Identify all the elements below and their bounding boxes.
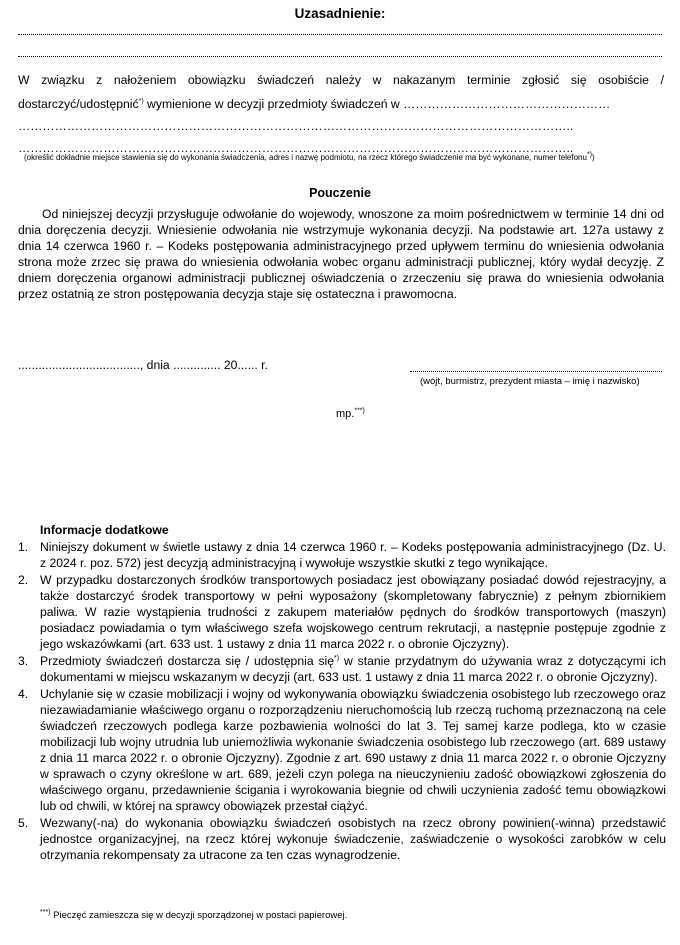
stamp-label: [336, 406, 365, 422]
list-item: [18, 653, 666, 685]
stamp-marker: ***): [354, 407, 365, 415]
signer-label: (wójt, burmistrz, prezydent miasta – imię i nazwisko): [420, 376, 640, 387]
stamp-text: mp.: [336, 408, 355, 420]
list-item-text: Niniejszy dokument w świetle ustawy z dnia 14 czerwca 1960 r. – Kodeks postępowania administracyjnego (Dz. U. z 2024 r. poz. 572) jest decyzją administracyjną i wywołuje wszystkie skutki z tego wynikające.: [40, 540, 666, 570]
list-item: [18, 572, 666, 652]
footnote: [40, 910, 347, 921]
note-marker: *): [586, 151, 593, 159]
list-item-number: 5.: [18, 816, 29, 830]
list-item-text: W przypadku dostarczonych środków transportowych posiadacz jest obowiązany posiadać dowód rejestracyjny, a także dostarczyć środek transportowy w pełni wyposażony (skompletowany fabrycznie) z pełnym zbiornikiem paliwa. W razie wystąpienia trudności z zakupem materiałów pędnych do środków transportowych (maszyn) posiadacz powiadamia o tym właściwego szefa wojskowego centrum rekrutacji, a następnie postępuje zgodnie z jego wskazówkami (art. 633 ust. 1 ustawy z dnia 11 marca 2022 r. o obronie Ojczyzny).: [40, 573, 666, 651]
footnote-marker: *): [334, 654, 340, 662]
uzasadnienie-line-2: [18, 96, 668, 112]
list-item-number: 4.: [18, 687, 29, 701]
signature-line: [410, 371, 662, 372]
list-item-text-rest: w stanie przydatnym do używania wraz z dotyczącymi ich dokumentami w miejscu wskazanym w decyzji (art. 633 ust. 1 ustawy z dnia 11 marca 2022 r. o obronie Ojczyzny).: [40, 654, 666, 684]
informacje-heading: Informacje dodatkowe: [40, 523, 169, 537]
uzasadnienie-heading: Uzasadnienie:: [294, 6, 386, 21]
footnote-marker: *): [138, 97, 144, 105]
list-item-text: Przedmioty świadczeń dostarcza się / udostępnia się: [40, 654, 335, 668]
uzasadnienie-line-1: W związku z nałożeniem obowiązku świadczeń należy w nakazanym terminie zgłosić się osobiście /: [18, 73, 664, 87]
uzasadnienie-note: [24, 153, 664, 162]
pouczenie-text: Od niniejszej decyzji przysługuje odwołanie do wojewody, wnoszone za moim pośrednictwem w terminie 14 dni od dnia doręczenia decyzji. Wniesienie odwołania nie wstrzymuje wykonania decyzji. Na podstawie art. 127a ustawy z dnia 14 czerwca 1960 r. – Kodeks postępowania administracyjnego przed upływem terminu do wniesienia odwołania strona może zrzec się prawa do wniesienia odwołania wobec organu administracji publicznej, który wydał decyzję. Z dniem doręczenia organowi administracji publicznej oświadczenia o zrzeczeniu się prawa do wniesienia odwołania przez ostatnią ze stron postępowania decyzja staje się ostateczna i prawomocna.: [18, 207, 664, 301]
blank-line-4: ………………………………………………………………………………………………………………………..: [18, 141, 574, 155]
footnote-text: Pieczęć zamieszcza się w decyzji sporządzonej w postaci papierowej.: [50, 910, 348, 921]
list-item-text: Wezwany(-na) do wykonania obowiązku świadczeń osobistych na rzecz obrony powinien(-winna) przedstawić jednostce organizacyjnej, na rzecz której wykonuje świadczenie, zaświadczenie o wysokości zarobków w celu otrzymania rekompensaty za utracone za ten czas wynagrodzenie.: [40, 816, 666, 862]
list-item: [18, 815, 666, 863]
blank-line-3: ………………………………………………………………………………………………………………………..: [18, 119, 574, 133]
blank-line-2: [18, 56, 662, 57]
date-line: ...................................., dnia .............. 20...... r.: [18, 358, 268, 372]
footnote-marker: ***): [40, 908, 51, 916]
pouczenie-heading: Pouczenie: [309, 186, 371, 200]
list-item-number: 3.: [18, 654, 29, 668]
informacje-list: [18, 539, 666, 864]
list-item-number: 1.: [18, 540, 29, 554]
list-item: [18, 686, 666, 814]
note-text: (określić dokładnie miejsce stawienia się do wykonania świadczenia, adres i nazwę podmiotu, na rzecz którego świadczenie ma być wykonane, numer telefonu: [24, 153, 587, 162]
list-item-text: Uchylanie się w czasie mobilizacji i wojny od wykonywania obowiązku świadczenia osobistego lub rzeczowego oraz niezawiadamianie właściwego organu o rozporządzeniu nieruchomością lub rzeczą ruchomą przeznaczoną na cele świadczeń rzeczowych podlega karze pozbawienia wolności do lat 3. Tej samej karze podlega, kto w czasie mobilizacji lub wojny utrudnia lub uniemożliwia wykonanie świadczenia osobistego lub rzeczowego (art. 689 ustawy z dnia 11 marca 2022 r. o obronie Ojczyzny). Zgodnie z art. 690 ustawy z dnia 11 marca 2022 r. o obronie Ojczyzny w sprawach o czyny określone w art. 689, jeżeli czyn polega na nieuczynieniu zadość obowiązkowi zgłoszenia do właściwego organu, przedawnienie ścigania i wyrokowania biegnie od chwili uczynienia zadość temu obowiązkowi lub od chwili, w której na sprawcy obowiązek przestał ciążyć.: [40, 687, 666, 813]
list-item-number: 2.: [18, 573, 29, 587]
list-item: [18, 539, 666, 571]
note-end: ): [592, 153, 595, 162]
blank-line-1: [18, 34, 662, 35]
uzasadnienie-line-2-rest: wymienione w decyzji przedmioty świadczeń w ……………………………………………: [143, 97, 611, 111]
uzasadnienie-line-2-text: dostarczyć/udostępnić: [18, 97, 139, 111]
